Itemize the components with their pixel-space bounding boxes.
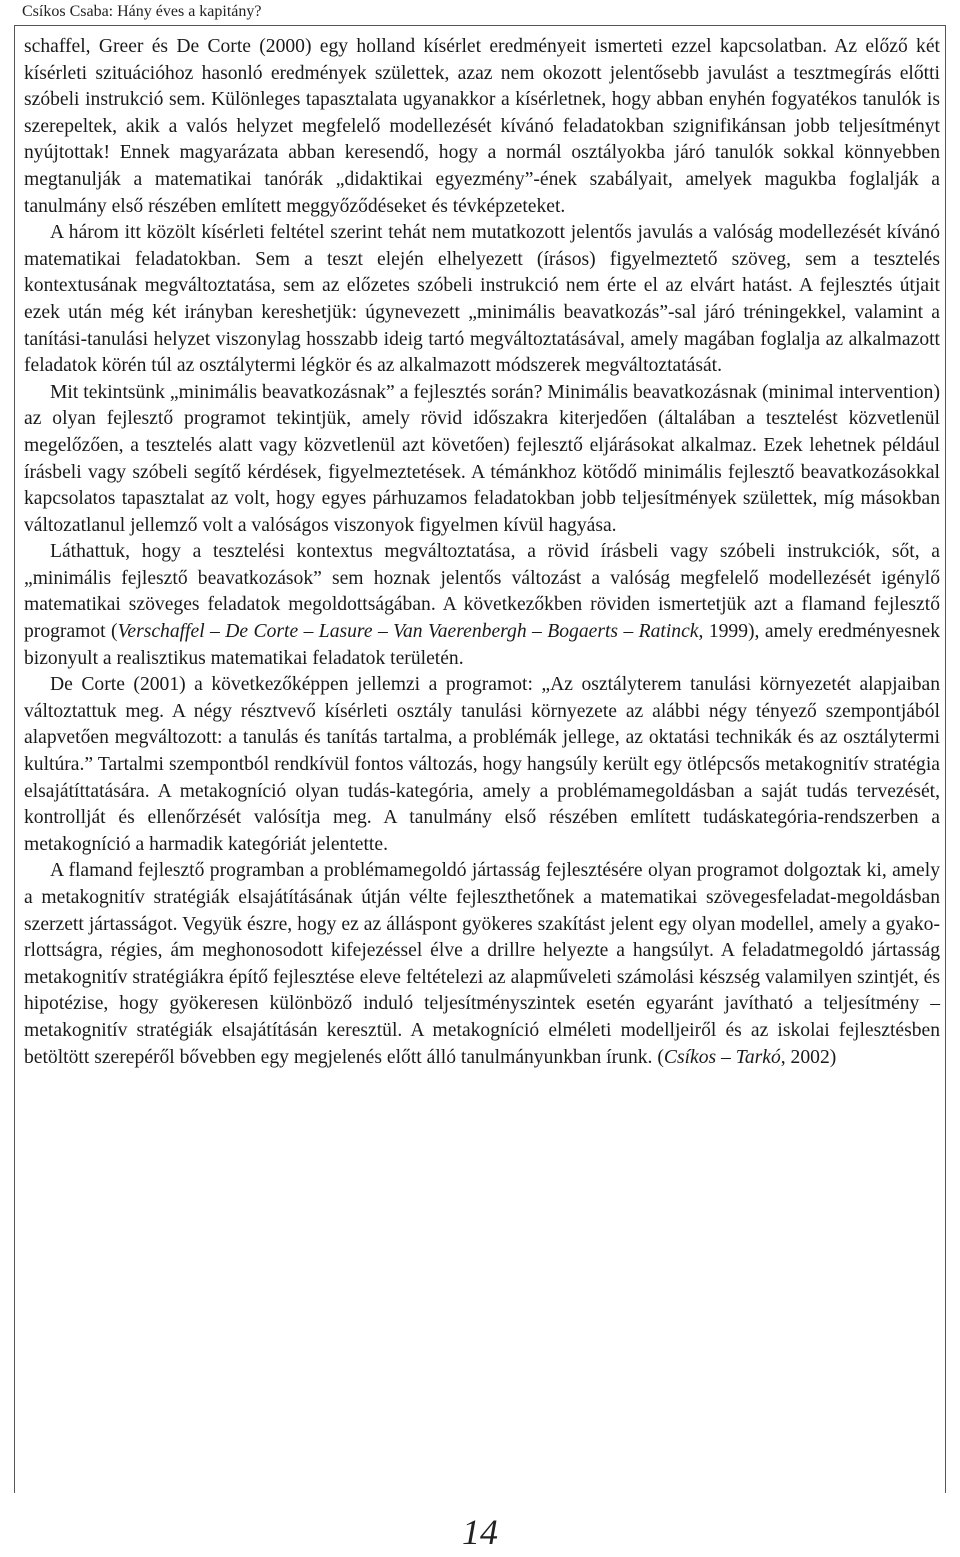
paragraph xyxy=(24,220,940,380)
paragraph-text: , 2002) xyxy=(780,1046,837,1068)
paragraph-text: , 1999), amely eredményesnek bizonyult a realisztikus matematikai feladatok területén. xyxy=(24,621,941,669)
paragraph-text: A három itt közölt kísérleti feltétel szerint tehát nem mutatkozott jelentős javulás a valóság modellezését kívánó matematikai feladatokban. Sem a teszt elején elhelyezett (írásos) figyelmeztető szöveg, sem a tesztelés kontextusának megváltoztatása, sem az előzetes szóbeli instrukció nem érte el az elvárt hatást. A fejlesztés útjait ezek után még két irányban kereshetjük: úgynevezett „minimális beavatkozás”-sal járó tréningekkel, valamint a tanítási-tanulási helyzet viszonylag hosszabb ideig tartó megváltoztatásával, amely magában foglalja az alkalmazott feladatok körén túl az osztálytermi légkör és az alkalmazott módszerek megváltoztatását. xyxy=(24,222,940,377)
paragraph xyxy=(24,858,940,1071)
citation-authors: Verschaffel – De Corte – Lasure – Van Vaerenbergh – Bogaerts – Ratinck xyxy=(117,621,699,643)
paragraph xyxy=(24,539,940,672)
paragraph xyxy=(24,672,940,858)
paragraph-text: Mit tekintsünk „minimális beavatkozásnak” a fejlesztés során? Minimális beavatkozásnak (minimal intervention) az olyan fejlesztő programot tekintjük, amely rövid időszakra kiterjedően (általában a tesztelést közvetlenül megelőzően, a tesztelés alatt vagy közvetlenül azt követően) fejlesztő eljárásokat alkalmaz. Ezek lehetnek például írásbeli vagy szóbeli segítő kérdések, figyelmeztetések. A témánkhoz kötődő minimális fejlesztő beavatkozásokkal kapcsolatos tapasztalat az volt, hogy egyes párhuzamos feladatokban jobb teljesítmények születtek, míg másokban változatlanul jellemző volt a valóságos viszonyok figyelmen kívül hagyása. xyxy=(24,381,940,536)
right-margin-rule xyxy=(945,25,946,1493)
paragraph-text: De Corte (2001) a következőképpen jellemzi a programot: „Az osztályterem tanulási környezetét alapjaiban változtattuk meg. A négy résztvevő kísérleti osztály tanulási környezete az alábbi négy tényező szempontjából alapvetően megváltozott: a tanulás és tanítás tartalma, a problémák jellege, az oktatási technikák és az osztálytermi kultúra.” Tartalmi szempontból rendkívül fontos változás, hogy hangsúly került egy ötlépcsős metakognitív stratégia elsajátíttatására. A metakogníció olyan tudás-kategória, amely a problémamegoldásban a saját tudás tervezését, kontrollját és ellenőrzését valósítja meg. A tanulmány első részében említett tudáskategória-rendszerben a metakogníció a harmadik kategóriát jelentette. xyxy=(24,674,940,855)
running-title: Csíkos Csaba: Hány éves a kapitány? xyxy=(22,3,262,20)
citation-authors: Csíkos – Tarkó xyxy=(663,1046,781,1068)
header-rule xyxy=(14,25,946,26)
paragraph xyxy=(24,34,940,220)
left-margin-rule xyxy=(14,25,15,1493)
page-number: 14 xyxy=(462,1512,498,1552)
paragraph-text: schaffel, Greer és De Corte (2000) egy holland kísérlet eredményeit ismerteti ezzel kapcsolatban. Az előző két kísérleti szituációhoz hasonló eredmények születtek, azaz nem okozott jelentősebb javulást a tesztmegírás előtti szóbeli instrukció sem. Különleges tapasztalata ugyanakkor a kísérletnek, hogy abban enyhén fogyatékos tanulók is szerepeltek, akik a valós helyzet megfelelő modellezését kívánó feladatokban szignifikánsan jobb teljesítményt nyújtottak! Ennek magyarázata abban keresendő, hogy a normál osztályokba járó tanulók sokkal könnyebben megtanulják a matematikai tanórák „didaktikai egyezmény”-ének szabályait, amelyek magukba foglalják a tanulmány első részében említett meggyőződéseket és tévképzeteket. xyxy=(24,36,940,217)
paragraph xyxy=(24,380,940,540)
body-text xyxy=(24,34,940,1071)
paragraph-text: A flamand fejlesztő programban a problémamegoldó jártasság fejlesztésére olyan programot dolgoztak ki, amely a metakognitív stratégiák elsajátításának útján vélte fejleszthetőnek a matematikai szövegesfeladat-megoldásban szerzett jártasságot. Vegyük észre, hogy ez az álláspont gyökeres szakítást jelent egy olyan modellel, amely a gyakorlottságra, régies, ám meghonosodott kifejezéssel élve a drillre helyezte a hangsúlyt. A feladatmegoldó jártasság metakognitív stratégiákra építő fejlesztése eleve feltételezi az alapműveleti számolási készség valamilyen szintjét, és hipotézise, hogy gyökeresen különböző induló teljesítményszintek esetén egyaránt javítható a teljesítmény – metakognitív stratégiák elsajátításán keresztül. A metakogníció elméleti modelljeiről és az iskolai fejlesztésben betöltött szerepéről bővebben egy megjelenés előtt álló tanulmányunkban írunk. ( xyxy=(24,860,940,1068)
paragraph-text: Láthattuk, hogy a tesztelési kontextus megváltoztatása, a rövid írásbeli vagy szóbeli instrukciók, sőt, a „minimális fejlesztő beavatkozások” sem hoznak jelentős változást a valóság megfelelő modellezését igénylő matematikai szöveges feladatok megoldottságában. A következőkben röviden ismertetjük azt a flamand fejlesztő programot ( xyxy=(24,541,940,643)
